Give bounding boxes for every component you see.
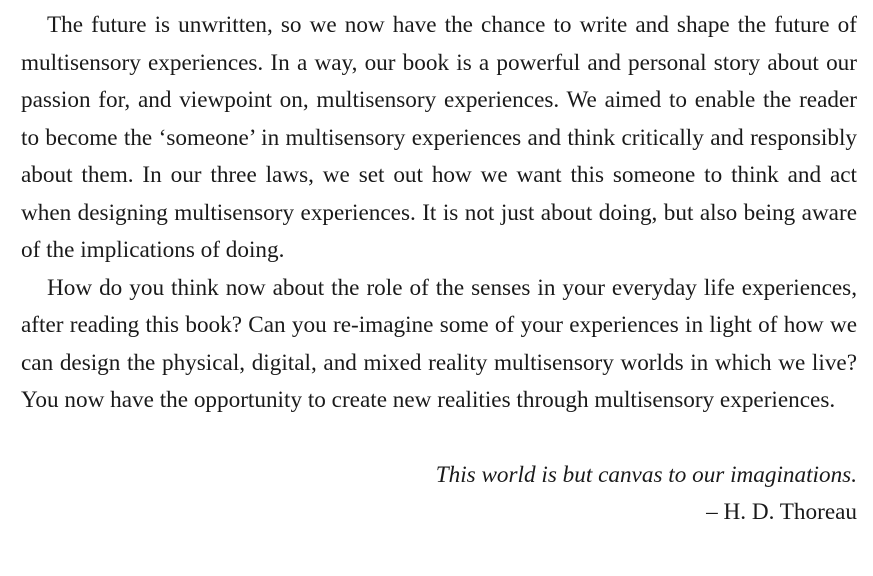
epigraph — [21, 457, 857, 532]
document-page — [21, 7, 857, 532]
epigraph-attribution: – H. D. Thoreau — [706, 499, 857, 525]
epigraph-quote: This world is but canvas to our imaginations. — [435, 461, 857, 488]
body-paragraph-2: How do you think now about the role of the senses in your everyday life experiences, after reading this book? Can you re-imagine some of your experiences in light of how we can design the physical, digital, and mixed reality multisensory worlds in which we live? You now have the opportunity to create new realities through multisensory experiences. — [21, 274, 857, 413]
body-paragraph-1: The future is unwritten, so we now have the chance to write and shape the future of multisensory experiences. In a way, our book is a powerful and personal story about our passion for, and viewpoint on, multisensory experiences. We aimed to enable the reader to become the ‘someone’ in multisensory experiences and think critically and responsibly about them. In our three laws, we set out how we want this someone to think and act when designing multisensory experiences. It is not just about doing, but also being aware of the implications of doing. — [21, 12, 857, 263]
